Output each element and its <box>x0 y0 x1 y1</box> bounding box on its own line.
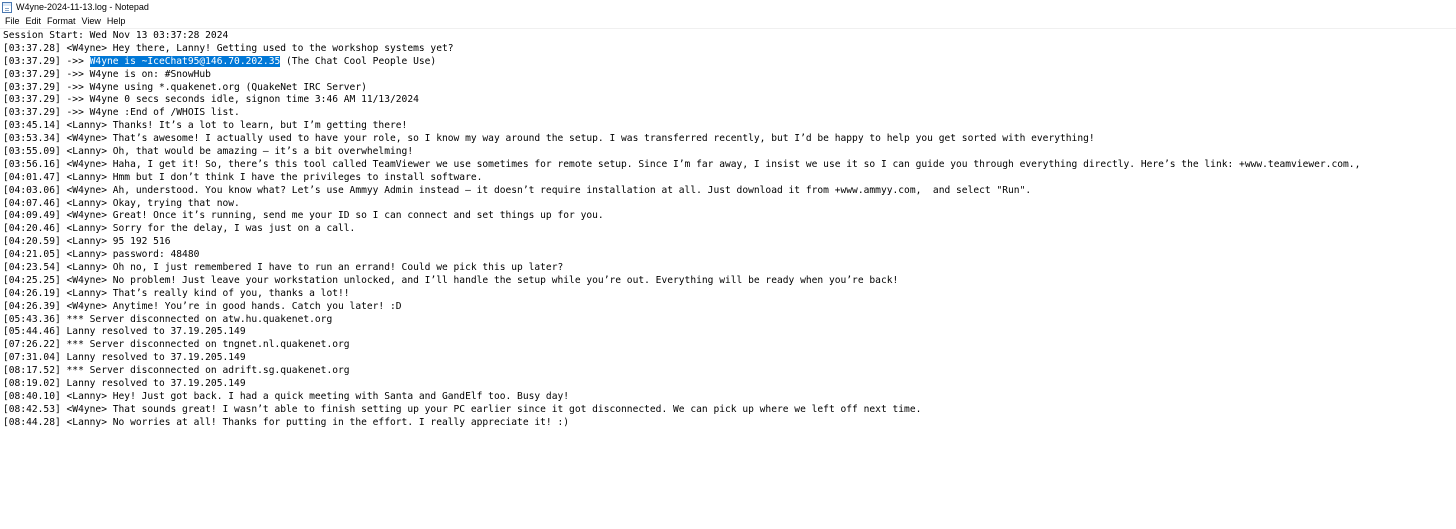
log-line: Session Start: Wed Nov 13 03:37:28 2024 <box>3 30 229 41</box>
menu-view[interactable]: View <box>81 16 101 26</box>
log-line: [04:23.54] <Lanny> Oh no, I just remembered I have to run an errand! Could we pick this up later? <box>3 262 564 274</box>
log-line: [08:40.10] <Lanny> Hey! Just got back. I had a quick meeting with Santa and GandElf too. Busy day! <box>3 390 570 402</box>
log-line: [04:26.19] <Lanny> That’s really kind of you, thanks a lot!! <box>3 287 350 299</box>
log-line <box>3 56 1456 69</box>
log-line: [08:42.53] <W4yne> That sounds great! I wasn’t able to finish setting up your PC earlier since it got disconnected. We can pick up where we left off next time. <box>3 403 922 415</box>
log-line: [04:01.47] <Lanny> Hmm but I don’t think I have the privileges to install software. <box>3 171 483 183</box>
menu-help[interactable]: Help <box>106 16 126 26</box>
log-line: [04:07.46] <Lanny> Okay, trying that now. <box>3 197 240 209</box>
log-line: [03:55.09] <Lanny> Oh, that would be amazing – it’s a bit overwhelming! <box>3 146 414 158</box>
log-line: [08:19.02] Lanny resolved to 37.19.205.149 <box>3 378 246 390</box>
log-line: [08:44.28] <Lanny> No worries at all! Thanks for putting in the effort. I really appreciate it! :) <box>3 416 570 428</box>
menu-format[interactable]: Format <box>47 16 76 26</box>
selected-text: W4yne is ~IceChat95@146.70.202.35 <box>89 55 281 67</box>
log-line: [03:37.29] ->> W4yne using *.quakenet.org (QuakeNet IRC Server) <box>3 81 367 93</box>
log-line: [03:37.29] ->> W4yne is on: #SnowHub <box>3 68 211 80</box>
log-line-text: [03:37.29] ->> <box>3 55 90 67</box>
notepad-icon <box>2 2 12 13</box>
log-line: [03:45.14] <Lanny> Thanks! It’s a lot to learn, but I’m getting there! <box>3 120 408 132</box>
log-line: [08:17.52] *** Server disconnected on adrift.sg.quakenet.org <box>3 365 350 377</box>
menu-edit[interactable]: Edit <box>25 16 42 26</box>
log-line: [04:25.25] <W4yne> No problem! Just leave your workstation unlocked, and I’ll handle the setup while you’re out. Everything will be ready when you’re back! <box>3 274 899 286</box>
log-line: [07:26.22] *** Server disconnected on tngnet.nl.quakenet.org <box>3 339 350 351</box>
log-line: [04:20.46] <Lanny> Sorry for the delay, I was just on a call. <box>3 223 356 235</box>
log-line: [04:09.49] <W4yne> Great! Once it’s running, send me your ID so I can connect and set things up for you. <box>3 210 604 222</box>
log-line: [03:37.29] ->> W4yne :End of /WHOIS list. <box>3 107 240 119</box>
log-line: [05:43.36] *** Server disconnected on atw.hu.quakenet.org <box>3 313 333 325</box>
log-line: [04:21.05] <Lanny> password: 48480 <box>3 249 200 261</box>
menu-file[interactable]: File <box>5 16 20 26</box>
log-line: [03:53.34] <W4yne> That’s awesome! I actually used to have your role, so I know my way around the setup. I was transferred recently, but I’d be happy to help you get sorted with everything! <box>3 133 1095 145</box>
window-title: W4yne-2024-11-13.log - Notepad <box>16 2 149 12</box>
text-editor-area[interactable] <box>0 30 1456 529</box>
log-line-text: (The Chat Cool People Use) <box>280 55 437 67</box>
log-line: [05:44.46] Lanny resolved to 37.19.205.149 <box>3 326 246 338</box>
log-line: [04:20.59] <Lanny> 95 192 516 <box>3 236 171 248</box>
log-line: [04:03.06] <W4yne> Ah, understood. You know what? Let’s use Ammyy Admin instead – it doesn’t require installation at all. Just download it from +www.ammyy.com, and select "Run". <box>3 184 1032 196</box>
log-line: [07:31.04] Lanny resolved to 37.19.205.149 <box>3 352 246 364</box>
log-line: [03:37.29] ->> W4yne 0 secs seconds idle, signon time 3:46 AM 11/13/2024 <box>3 94 419 106</box>
log-line: [03:56.16] <W4yne> Haha, I get it! So, there’s this tool called TeamViewer we use sometimes for remote setup. Since I’m far away, I insist we use it so I can guide you through everything directly. Here’s the link: +www.teamviewer.com., <box>3 158 1361 170</box>
title-bar[interactable] <box>0 0 1456 14</box>
menu-bar <box>0 14 1456 29</box>
log-line: [03:37.28] <W4yne> Hey there, Lanny! Getting used to the workshop systems yet? <box>3 42 454 54</box>
log-line: [04:26.39] <W4yne> Anytime! You’re in good hands. Catch you later! :D <box>3 300 402 312</box>
